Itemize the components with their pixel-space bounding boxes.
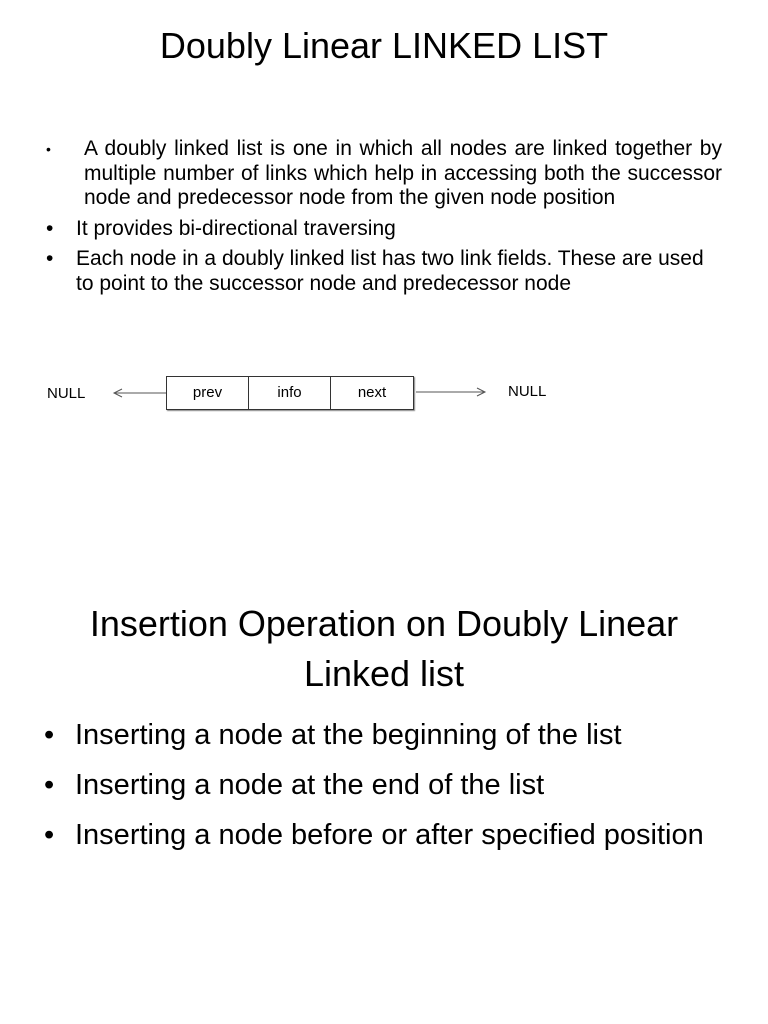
bullet-icon: • [44, 819, 55, 851]
bullet-icon: • [46, 141, 51, 157]
slide-title: Insertion Operation on Doubly Linear Linked list [89, 603, 679, 694]
list-item [46, 137, 722, 211]
bullet-text: A doubly linked list is one in which all nodes are linked together by multiple number of links which help in accessing both the successor node and predecessor node from the given node position [84, 137, 722, 209]
node-cell-prev: prev [167, 377, 249, 409]
bullet-icon: • [44, 719, 55, 751]
bullet-icon: • [46, 247, 54, 270]
list-item [46, 247, 722, 296]
list-item [44, 764, 724, 806]
node-cell-info: info [249, 377, 331, 409]
bullet-text: Each node in a doubly linked list has two link fields. These are used to point to the successor node and predecessor node [76, 247, 704, 295]
bullet-icon: • [46, 216, 54, 240]
list-item [44, 814, 724, 856]
bullet-list [44, 714, 724, 864]
null-left-label: NULL [47, 385, 86, 402]
bullet-text: Inserting a node at the beginning of the list [75, 719, 622, 751]
list-item [46, 217, 722, 242]
node-cell-next: next [357, 384, 387, 401]
slide-title: Doubly Linear LINKED LIST [159, 25, 609, 66]
bullet-icon: • [44, 769, 55, 801]
slide-insertion-operation [0, 512, 768, 1024]
node-diagram [40, 374, 600, 414]
bullet-list [46, 137, 722, 302]
bullet-text: Inserting a node before or after specified position [75, 819, 704, 851]
node-box [166, 376, 414, 410]
bullet-text: It provides bi-directional traversing [76, 216, 396, 240]
null-right-label: NULL [508, 383, 547, 400]
list-item [44, 714, 724, 756]
bullet-text: Inserting a node at the end of the list [75, 769, 545, 801]
